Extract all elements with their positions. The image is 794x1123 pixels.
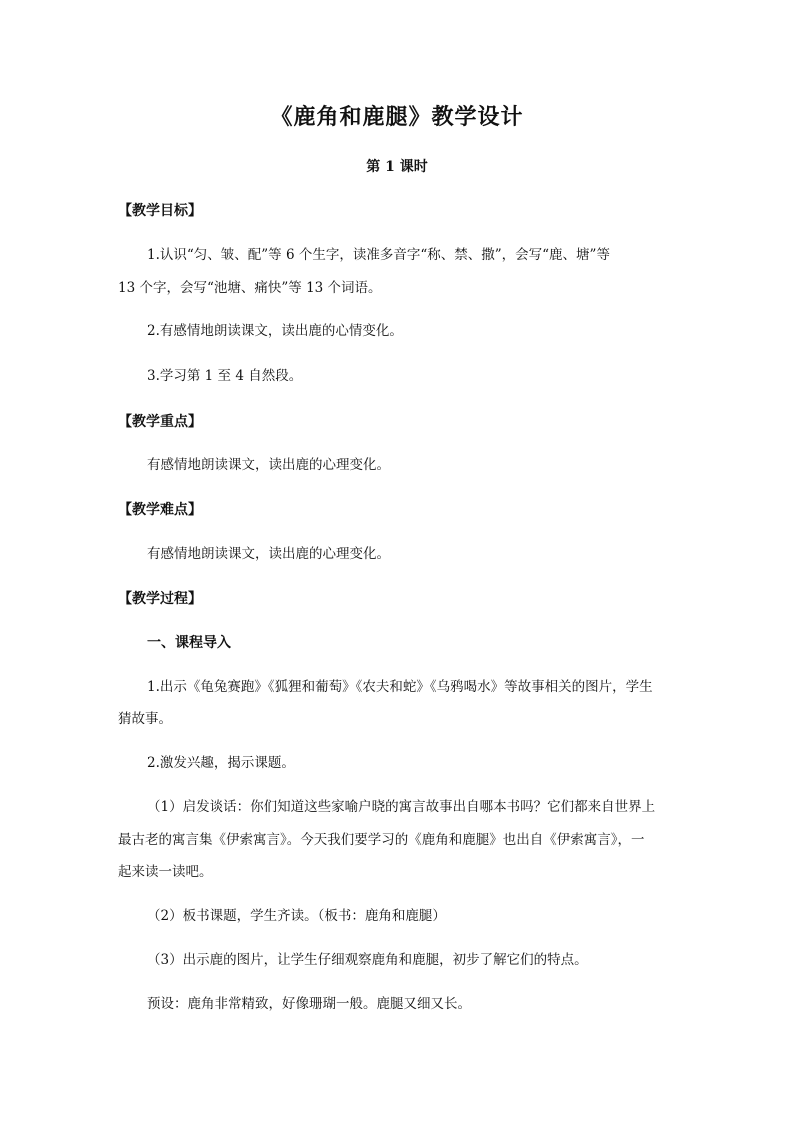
key-points-text: 有感情地朗读课文，读出鹿的心理变化。 xyxy=(147,457,390,473)
objective-2: 2.有感情地朗读课文，读出鹿的心情变化。 xyxy=(147,323,403,339)
objective-1-line-1: 1.认识“匀、皱、配”等 6 个生字，读准多音字“称、禁、撒”，会写“鹿、塘”等 xyxy=(147,247,610,263)
difficulties-text: 有感情地朗读课文，读出鹿的心理变化。 xyxy=(147,546,390,562)
process-sub-1-line-2: 最古老的寓言集《伊索寓言》。今天我们要学习的《鹿角和鹿腿》也出自《伊索寓言》，一 xyxy=(118,832,645,848)
process-sub-3: （3）出示鹿的图片，让学生仔细观察鹿角和鹿腿，初步了解它们的特点。 xyxy=(147,952,588,968)
lesson-period: 第 1 课时 xyxy=(366,159,428,175)
objective-1-line-2: 13 个字，会写“池塘、痛快”等 13 个词语。 xyxy=(118,280,382,296)
process-step-1-line-2: 猜故事。 xyxy=(118,711,172,727)
process-sub-1-line-1: （1）启发谈话：你们知道这些家喻户晓的寓言故事出自哪本书吗？它们都来自世界上 xyxy=(147,799,656,815)
section-heading-process: 【教学过程】 xyxy=(118,591,202,607)
process-part-1-heading: 一、课程导入 xyxy=(147,635,231,651)
document-title: 《鹿角和鹿腿》教学设计 xyxy=(270,104,524,130)
process-sub-1-line-3: 起来读一读吧。 xyxy=(118,864,213,880)
section-heading-key-points: 【教学重点】 xyxy=(118,414,202,430)
process-sub-2: （2）板书课题，学生齐读。（板书：鹿角和鹿腿） xyxy=(147,908,446,924)
process-preset: 预设：鹿角非常精致，好像珊瑚一般。鹿腿又细又长。 xyxy=(147,996,471,1012)
process-step-2: 2.激发兴趣，揭示课题。 xyxy=(147,755,295,771)
section-heading-objectives: 【教学目标】 xyxy=(118,203,202,219)
process-step-1-line-1: 1.出示《龟兔赛跑》《狐狸和葡萄》《农夫和蛇》《乌鸦喝水》等故事相关的图片，学生 xyxy=(147,679,653,695)
section-heading-difficulties: 【教学难点】 xyxy=(118,502,202,518)
objective-3: 3.学习第 1 至 4 自然段。 xyxy=(147,368,303,384)
